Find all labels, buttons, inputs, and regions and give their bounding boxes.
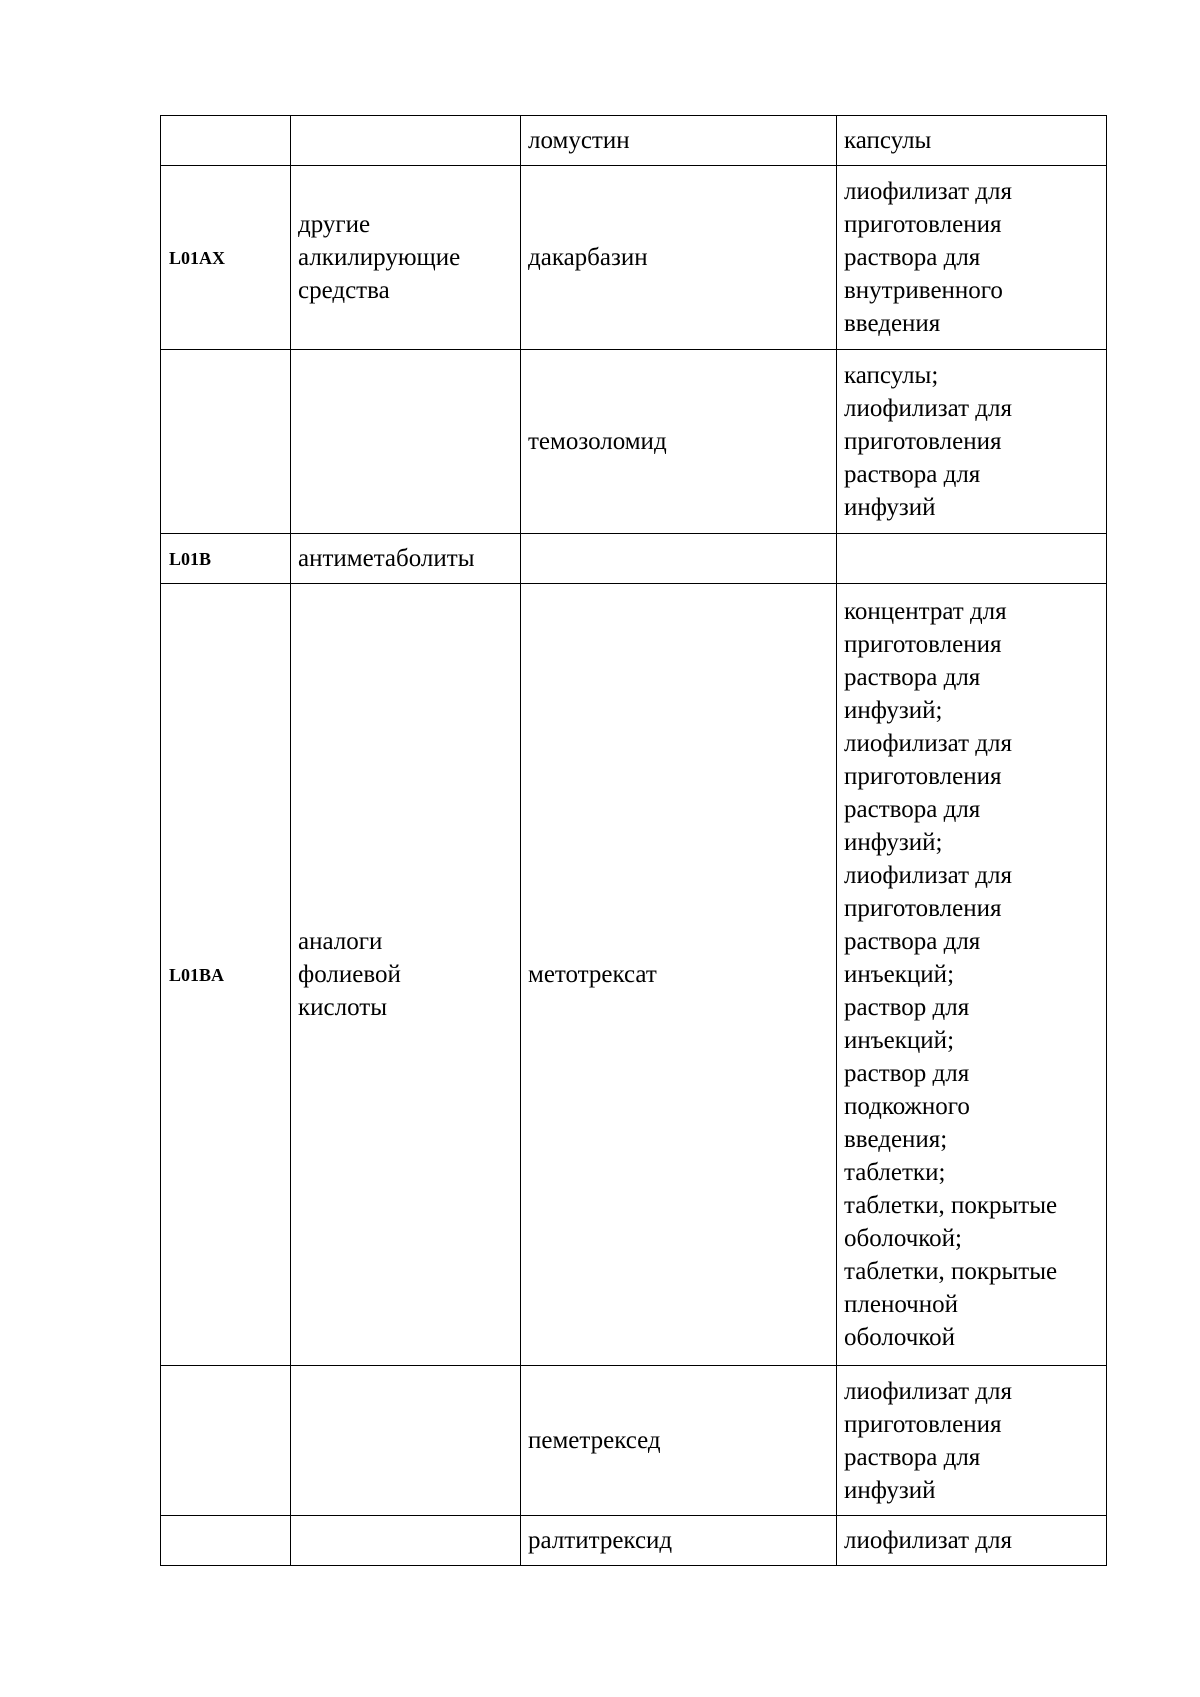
dosage-form-line: подкожного [844, 1093, 970, 1120]
medication-table [160, 115, 1107, 1566]
table-row [161, 584, 1107, 1366]
group-name-line: кислоты [298, 994, 387, 1021]
dosage-forms-cell [837, 116, 1107, 166]
dosage-form-line: капсулы; [844, 362, 939, 389]
dosage-form-line: раствора для [844, 461, 981, 488]
dosage-form-line: инъекций; [844, 1027, 955, 1054]
atc-code-cell [161, 1516, 291, 1566]
dosage-form-line: введения [844, 310, 941, 337]
atc-code-cell: L01AX [161, 166, 291, 350]
dosage-forms-cell [837, 350, 1107, 534]
group-name-cell [291, 534, 521, 584]
dosage-form-line: пленочной [844, 1291, 959, 1318]
table-row [161, 350, 1107, 534]
dosage-form-line: раствора для [844, 244, 981, 271]
dosage-form-line: раствор для [844, 1060, 970, 1087]
dosage-form-line: оболочкой [844, 1324, 956, 1351]
atc-code-cell [161, 1366, 291, 1516]
dosage-form-line: раствора для [844, 928, 981, 955]
dosage-form-line: инфузий; [844, 697, 943, 724]
table-row [161, 166, 1107, 350]
drug-name-cell: дакарбазин [521, 166, 837, 350]
dosage-forms-cell [837, 1516, 1107, 1566]
atc-code-cell: L01BA [161, 584, 291, 1366]
dosage-form-line: приготовления [844, 631, 1002, 658]
group-name-line: фолиевой [298, 961, 401, 988]
drug-name-cell: ломустин [521, 116, 837, 166]
dosage-form-line: приготовления [844, 895, 1002, 922]
table-row [161, 116, 1107, 166]
dosage-form-line: введения; [844, 1126, 948, 1153]
group-name-cell [291, 584, 521, 1366]
dosage-form-line: лиофилизат для [844, 395, 1012, 422]
dosage-form-line: инфузий; [844, 829, 943, 856]
dosage-form-line: инфузий [844, 1476, 936, 1504]
dosage-form-line: концентрат для [844, 598, 1007, 625]
dosage-form-line: раствора для [844, 1443, 981, 1471]
dosage-forms-cell [837, 166, 1107, 350]
group-name-line: средства [298, 277, 390, 304]
group-name-cell [291, 166, 521, 350]
drug-name-cell [521, 534, 837, 584]
dosage-form-line: раствора для [844, 664, 981, 691]
atc-code-cell: L01B [161, 534, 291, 584]
group-name-line: алкилирующие [298, 244, 461, 271]
dosage-form-line: лиофилизат для [844, 1527, 1012, 1554]
table-row [161, 1366, 1107, 1516]
dosage-form-line: приготовления [844, 211, 1002, 238]
atc-code-cell [161, 116, 291, 166]
group-name-cell [291, 116, 521, 166]
dosage-forms-cell [837, 584, 1107, 1366]
drug-name-cell: ралтитрексид [521, 1516, 837, 1566]
medication-table-body [161, 116, 1107, 1566]
dosage-form-line: внутривенного [844, 277, 1003, 304]
dosage-form-line: инъекций; [844, 961, 955, 988]
dosage-form-line: инфузий [844, 494, 936, 521]
dosage-form-line: приготовления [844, 763, 1002, 790]
dosage-form-line: раствора для [844, 796, 981, 823]
group-name-cell [291, 1366, 521, 1516]
group-name-line: другие [298, 211, 371, 238]
dosage-form-line: таблетки, покрытые [844, 1258, 1058, 1285]
dosage-form-line: лиофилизат для [844, 862, 1012, 889]
atc-code-cell [161, 350, 291, 534]
table-row [161, 1516, 1107, 1566]
dosage-form-line: приготовления [844, 1410, 1002, 1438]
dosage-form-line: лиофилизат для [844, 730, 1012, 757]
dosage-form-line: раствор для [844, 994, 970, 1021]
group-name-cell [291, 350, 521, 534]
table-row [161, 534, 1107, 584]
dosage-forms-cell [837, 534, 1107, 584]
group-name-line: антиметаболиты [298, 545, 475, 572]
dosage-form-line: приготовления [844, 428, 1002, 455]
drug-name-cell: метотрексат [521, 584, 837, 1366]
dosage-form-line: оболочкой; [844, 1225, 962, 1252]
dosage-form-line: лиофилизат для [844, 178, 1012, 205]
drug-name-cell: пеметрексед [521, 1366, 837, 1516]
dosage-form-line: таблетки; [844, 1159, 946, 1186]
group-name-cell [291, 1516, 521, 1566]
dosage-form-line: таблетки, покрытые [844, 1192, 1058, 1219]
dosage-form-line: лиофилизат для [844, 1377, 1012, 1405]
group-name-line: аналоги [298, 928, 383, 955]
dosage-forms-cell [837, 1366, 1107, 1516]
dosage-form-line: капсулы [844, 127, 932, 154]
drug-name-cell: темозоломид [521, 350, 837, 534]
